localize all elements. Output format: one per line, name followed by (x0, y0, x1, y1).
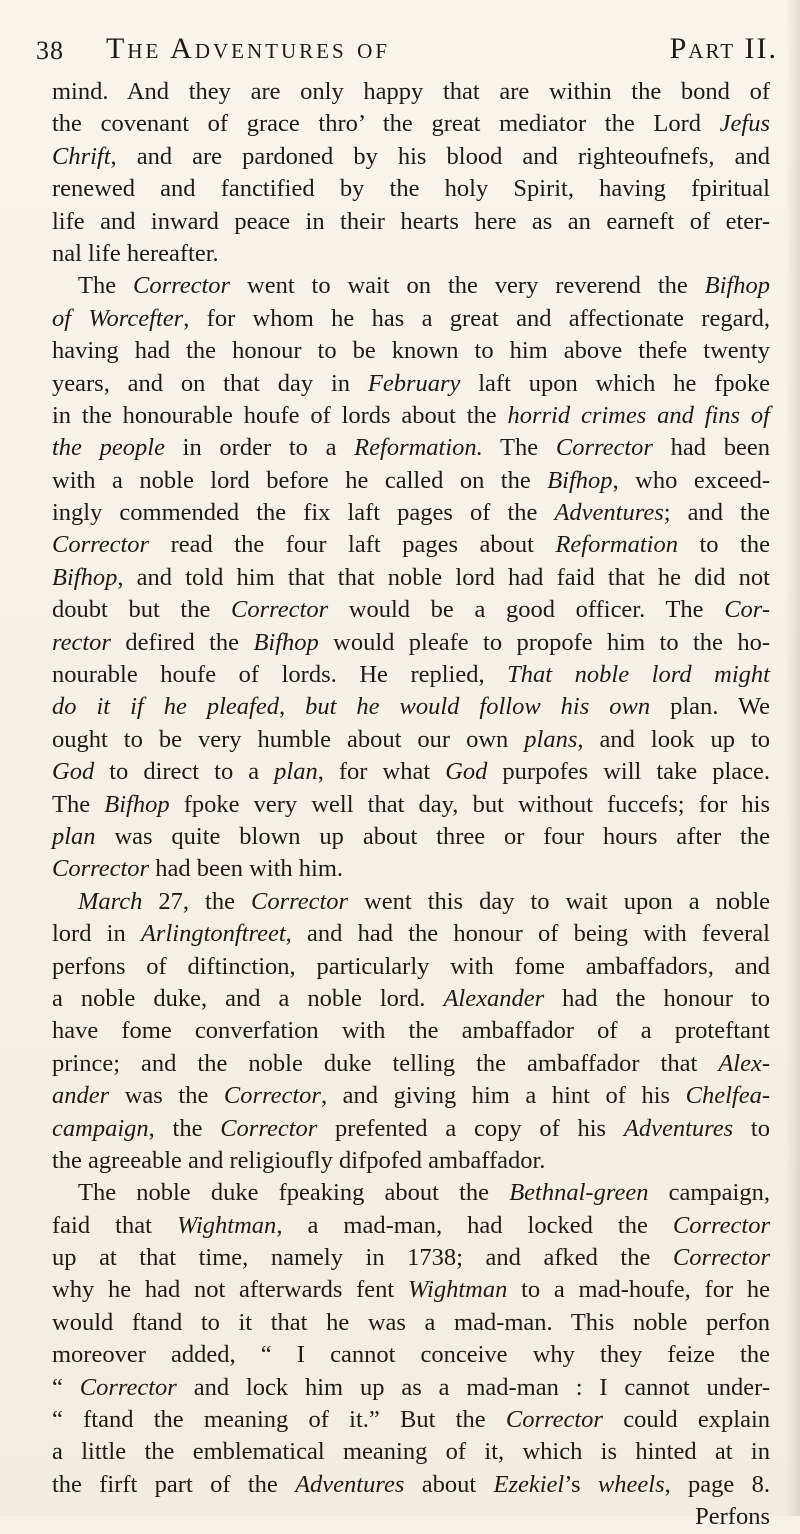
text-line (52, 206, 770, 238)
italic-text: of Worcefter (52, 304, 184, 332)
text-run: life and inward peace in their hearts here as an earneft of eter- (52, 207, 770, 235)
text-line (52, 141, 770, 173)
italic-text: Corrector (231, 596, 329, 624)
italic-text: Corrector (220, 1114, 318, 1142)
text-run: The (52, 790, 105, 818)
text-line (52, 918, 770, 950)
text-line (52, 1113, 770, 1145)
text-run: , for what (317, 758, 446, 786)
text-line (52, 303, 770, 335)
italic-text: Ezekiel (493, 1470, 565, 1498)
text-line (52, 368, 770, 400)
italic-text: Bethnal-green (509, 1179, 649, 1207)
italic-text: Bifhop (547, 466, 613, 494)
text-run: the firft part of the (52, 1470, 296, 1498)
italic-text: Chrift (52, 142, 111, 170)
text-run: lord in (52, 920, 141, 948)
italic-text: God (52, 758, 95, 786)
text-line (52, 497, 770, 529)
catchword (52, 1501, 770, 1533)
text-run: , and had the honour of being with feveral (285, 920, 770, 948)
text-run: had been (652, 434, 770, 462)
text-line (52, 1469, 770, 1501)
text-run: about (404, 1470, 494, 1498)
text-run: with a noble lord before he called on the (52, 466, 548, 494)
text-run: , and giving him a hint of his (320, 1082, 686, 1110)
text-line (52, 76, 770, 108)
italic-text: February (367, 369, 461, 397)
italic-text: Wightman (176, 1211, 277, 1239)
text-run: “ (52, 1373, 80, 1401)
text-run: The (482, 434, 556, 462)
text-run: ingly commended the fix laft pages of the (52, 499, 555, 527)
text-run: up at that time, namely in 1738; and afked the (52, 1244, 673, 1272)
text-run: laft upon which he fpoke (460, 369, 770, 397)
italic-text: Corrector (79, 1373, 177, 1401)
text-run: renewed and fanctified by the holy Spirit, having fpiritual (52, 175, 770, 203)
text-run: Perfons (695, 1503, 770, 1531)
text-run: was the (109, 1082, 224, 1110)
text-run: prefented a copy of his (317, 1114, 624, 1142)
text-run: The (78, 272, 133, 300)
italic-text: Alexander (443, 984, 545, 1012)
text-line (52, 1177, 770, 1209)
text-line (52, 1372, 770, 1404)
italic-text: Corrector (133, 272, 231, 300)
text-run: having had the honour to be known to him above thefe twenty (52, 337, 770, 365)
text-line (52, 173, 770, 205)
text-run: had been with him. (149, 855, 344, 883)
italic-text: rector (52, 628, 111, 656)
text-run: and lock him up as a mad-man : I cannot under- (176, 1373, 771, 1401)
text-run: went to wait on the very reverend the (230, 272, 705, 300)
italic-text: the people (52, 434, 165, 462)
text-line (52, 756, 770, 788)
text-run: in the honourable houfe of lords about the (52, 401, 508, 429)
text-run: to a mad-houfe, for he (507, 1276, 770, 1304)
italic-text: Arlingtonftreet (140, 920, 286, 948)
italic-text: Adventures (554, 499, 664, 527)
page-edge-shadow (786, 0, 800, 1516)
text-line (52, 951, 770, 983)
text-line (52, 432, 770, 464)
italic-text: Corrector (52, 531, 150, 559)
italic-text: Corrector (250, 887, 349, 915)
italic-text: Corrector (555, 434, 653, 462)
text-run: to (733, 1114, 770, 1142)
text-run: prince; and the noble duke telling the ambaffador that (52, 1049, 719, 1077)
text-run: nal life hereafter. (52, 239, 219, 267)
italic-text: Wightman (407, 1276, 508, 1304)
text-run: , a mad-man, had locked the (276, 1211, 673, 1239)
text-run: plan. We (650, 693, 770, 721)
italic-text: Corrector (52, 855, 150, 883)
text-run: ’s (564, 1470, 598, 1498)
italic-text: Reformation. (354, 434, 483, 462)
italic-text: Chelfea- (685, 1082, 770, 1110)
italic-text: Reformation (555, 531, 678, 559)
text-line (52, 1404, 770, 1436)
italic-text: Adventures (623, 1114, 734, 1142)
text-run: the covenant of grace thro’ the great mediator the Lord (52, 110, 720, 138)
italic-text: Adventures (295, 1470, 405, 1498)
text-run: why he had not afterwards fent (52, 1276, 408, 1304)
text-line (52, 1145, 770, 1177)
italic-text: Jefus (719, 110, 770, 138)
text-run: a noble duke, and a noble lord. (52, 984, 444, 1012)
page-number: 38 (36, 36, 64, 65)
text-line (52, 789, 770, 821)
text-line (52, 821, 770, 853)
italic-text: Corrector (672, 1211, 770, 1239)
text-run: “ ftand the meaning of it.” But the (52, 1406, 506, 1434)
text-run: to the (677, 531, 770, 559)
italic-text: Bifhop (704, 272, 770, 300)
page-header (36, 30, 778, 76)
italic-text: Bifhop (253, 628, 319, 656)
text-run: had the honour to (544, 984, 771, 1012)
text-line (52, 1015, 770, 1047)
text-line (52, 594, 770, 626)
text-line (52, 1436, 770, 1468)
text-run: a little the emblematical meaning of it, which is hinted at in (52, 1438, 770, 1466)
italic-text: Corrector (672, 1244, 770, 1272)
text-run: went this day to wait upon a noble (348, 887, 770, 915)
text-run: read the four laft pages about (149, 531, 556, 559)
text-run: doubt but the (52, 596, 232, 624)
italic-text: Corrector (223, 1082, 321, 1110)
text-run: in order to a (164, 434, 355, 462)
italic-text: plans (524, 725, 578, 753)
text-line (52, 562, 770, 594)
italic-text: horrid crimes and fins of (507, 401, 770, 429)
text-run: ; and the (663, 499, 770, 527)
text-line (52, 1274, 770, 1306)
text-line (52, 853, 770, 885)
italic-text: March (78, 887, 143, 915)
text-run: , for whom he has a great and affectionate regard, (183, 304, 770, 332)
text-line (52, 659, 770, 691)
text-line (52, 886, 770, 918)
text-line (52, 1210, 770, 1242)
text-line (52, 724, 770, 756)
text-line (52, 529, 770, 561)
text-run: fpoke very well that day, but without fuccefs; for his (169, 790, 770, 818)
body-text (52, 76, 770, 1534)
text-run: faid that (52, 1211, 177, 1239)
text-line (52, 1242, 770, 1274)
text-run: could explain (602, 1406, 770, 1434)
text-line (52, 1048, 770, 1080)
text-run: moreover added, “ I cannot conceive why they feize the (52, 1341, 770, 1369)
part-label: Part II. (669, 32, 778, 65)
italic-text: That noble lord might (507, 661, 770, 689)
italic-text: plan (274, 758, 318, 786)
text-run: , and look up to (577, 725, 770, 753)
italic-text: campaign (52, 1114, 149, 1142)
text-line (52, 335, 770, 367)
text-run: The noble duke fpeaking about the (78, 1179, 510, 1207)
italic-text: do it if he pleafed, but he would follow his own (52, 693, 651, 721)
text-line (52, 1307, 770, 1339)
text-line (52, 465, 770, 497)
italic-text: God (445, 758, 488, 786)
text-run: would pleafe to propofe him to the ho- (318, 628, 770, 656)
text-run: , page 8. (664, 1470, 771, 1498)
text-run: to direct to a (94, 758, 275, 786)
text-run: was quite blown up about three or four hours after the (95, 822, 770, 850)
text-run: mind. And they are only happy that are within the bond of (52, 78, 770, 105)
italic-text: wheels (597, 1470, 665, 1498)
italic-text: ander (52, 1082, 110, 1110)
text-run: 27, the (142, 887, 251, 915)
text-line (52, 108, 770, 140)
text-run: would be a good officer. The (328, 596, 725, 624)
running-head: The Adventures of (106, 32, 391, 65)
text-line (52, 983, 770, 1015)
text-run: would ftand to it that he was a mad-man. This noble perfon (52, 1308, 770, 1336)
text-run: , who exceed- (612, 466, 770, 494)
text-run: , and told him that that noble lord had faid that he did not (117, 563, 770, 591)
italic-text: Alex- (718, 1049, 770, 1077)
italic-text: Bifhop (104, 790, 170, 818)
text-run: , and are pardoned by his blood and righteoufnefs, and (110, 142, 770, 170)
italic-text: Cor- (724, 596, 770, 624)
text-run: purpofes will take place. (487, 758, 771, 786)
text-run: nourable houfe of lords. He replied, (52, 661, 508, 689)
italic-text: Corrector (505, 1406, 603, 1434)
text-line (52, 238, 770, 270)
text-line (52, 691, 770, 723)
text-run: , the (148, 1114, 221, 1142)
text-run: years, and on that day in (52, 369, 368, 397)
text-run: ought to be very humble about our own (52, 725, 525, 753)
text-run: have fome converfation with the ambaffador of a proteftant (52, 1017, 770, 1045)
text-line (52, 1339, 770, 1371)
text-line (52, 627, 770, 659)
text-run: defired the (110, 628, 254, 656)
italic-text: Bifhop (52, 563, 118, 591)
text-line (52, 1080, 770, 1112)
text-run: the agreeable and religioufly difpofed ambaffador. (52, 1146, 546, 1174)
text-run: campaign, (648, 1179, 770, 1207)
text-line (52, 400, 770, 432)
text-line (52, 270, 770, 302)
text-run: perfons of diftinction, particularly with fome ambaffadors, and (52, 952, 770, 980)
italic-text: plan (52, 822, 96, 850)
